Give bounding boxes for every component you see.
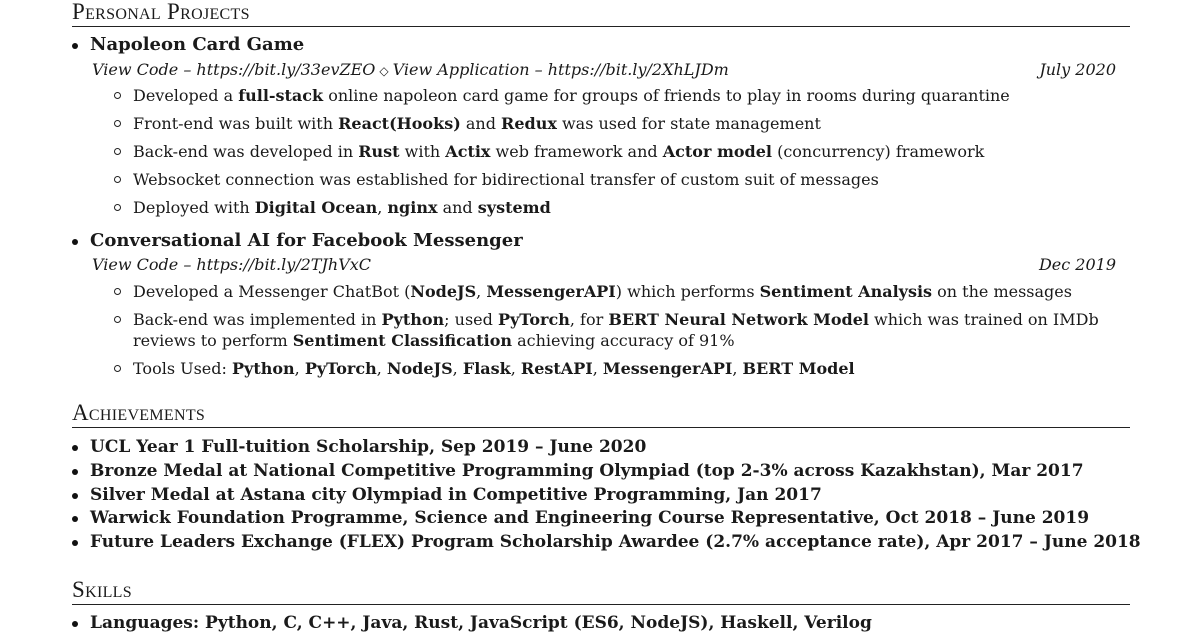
bullet-icon (72, 540, 78, 546)
sub-bullet-icon (114, 288, 121, 295)
project-item: Developed a full-stack online napoleon card game for groups of friends to play in rooms during quarantine (133, 86, 1010, 105)
achievement-item: Future Leaders Exchange (FLEX) Program Scholarship Awardee (2.7% acceptance rate), Apr 2017 – June 2018 (90, 532, 1141, 552)
achievement-item: Bronze Medal at National Competitive Programming Olympiad (top 2-3% across Kazakhstan), Mar 2017 (90, 461, 1084, 481)
sub-bullet-icon (114, 365, 121, 372)
sub-bullet-icon (114, 92, 121, 99)
code-link[interactable]: https://bit.ly/33evZEO (196, 60, 376, 79)
project-date: July 2020 (1039, 60, 1116, 79)
project-date: Dec 2019 (1038, 255, 1116, 274)
bullet-icon (72, 516, 78, 522)
sub-bullet-icon (114, 148, 121, 155)
view-code-label[interactable]: View Code (92, 255, 179, 274)
project-item: Developed a Messenger ChatBot (NodeJS, MessengerAPI) which performs Sentiment Analysis on the messages (133, 282, 1072, 301)
achievement-item: Warwick Foundation Programme, Science and Engineering Course Representative, Oct 2018 – June 2019 (90, 508, 1090, 528)
bullet-icon (72, 239, 78, 245)
project-title: Conversational AI for Facebook Messenger (90, 230, 523, 251)
section-title-achievements: Achievements (72, 401, 1130, 428)
sub-bullet-icon (114, 204, 121, 211)
project-item: Back-end was implemented in Python; used PyTorch, for BERT Neural Network Model which was trained on IMDb (133, 310, 1099, 329)
achievement-item: Silver Medal at Astana city Olympiad in Competitive Programming, Jan 2017 (90, 485, 822, 505)
code-link[interactable]: https://bit.ly/2TJhVxC (196, 255, 372, 274)
project-item: Websocket connection was established for bidirectional transfer of custom suit of messages (133, 170, 879, 189)
diamond-separator-icon: ◇ (379, 64, 389, 78)
bullet-icon (72, 445, 78, 451)
bullet-icon (72, 469, 78, 475)
view-application-label[interactable]: View Application (392, 60, 530, 79)
project-links: View Code – https://bit.ly/2TJhVxC (92, 255, 372, 274)
app-link[interactable]: https://bit.ly/2XhLJDm (547, 60, 729, 79)
bullet-icon (72, 493, 78, 499)
bullet-icon (72, 621, 78, 627)
project-item: Tools Used: Python, PyTorch, NodeJS, Flask, RestAPI, MessengerAPI, BERT Model (133, 359, 855, 378)
project-item: Back-end was developed in Rust with Actix web framework and Actor model (concurrency) framework (133, 142, 985, 161)
skills-languages: Languages: Python, C, C++, Java, Rust, JavaScript (ES6, NodeJS), Haskell, Verilog (90, 613, 872, 633)
sub-bullet-icon (114, 120, 121, 127)
project-item: Front-end was built with React(Hooks) and Redux was used for state management (133, 114, 821, 133)
project-item: Deployed with Digital Ocean, nginx and systemd (133, 198, 551, 217)
sub-bullet-icon (114, 176, 121, 183)
project-item-continuation: reviews to perform Sentiment Classification achieving accuracy of 91% (133, 331, 735, 350)
section-title-personal-projects: Personal Projects (72, 0, 1130, 27)
sub-bullet-icon (114, 316, 121, 323)
section-title-skills: Skills (72, 578, 1130, 605)
project-links: View Code – https://bit.ly/33evZEO ◇ View Application – https://bit.ly/2XhLJDm (92, 60, 729, 79)
achievement-item: UCL Year 1 Full-tuition Scholarship, Sep 2019 – June 2020 (90, 437, 647, 457)
project-title: Napoleon Card Game (90, 34, 305, 55)
view-code-label[interactable]: View Code (92, 60, 179, 79)
bullet-icon (72, 43, 78, 49)
